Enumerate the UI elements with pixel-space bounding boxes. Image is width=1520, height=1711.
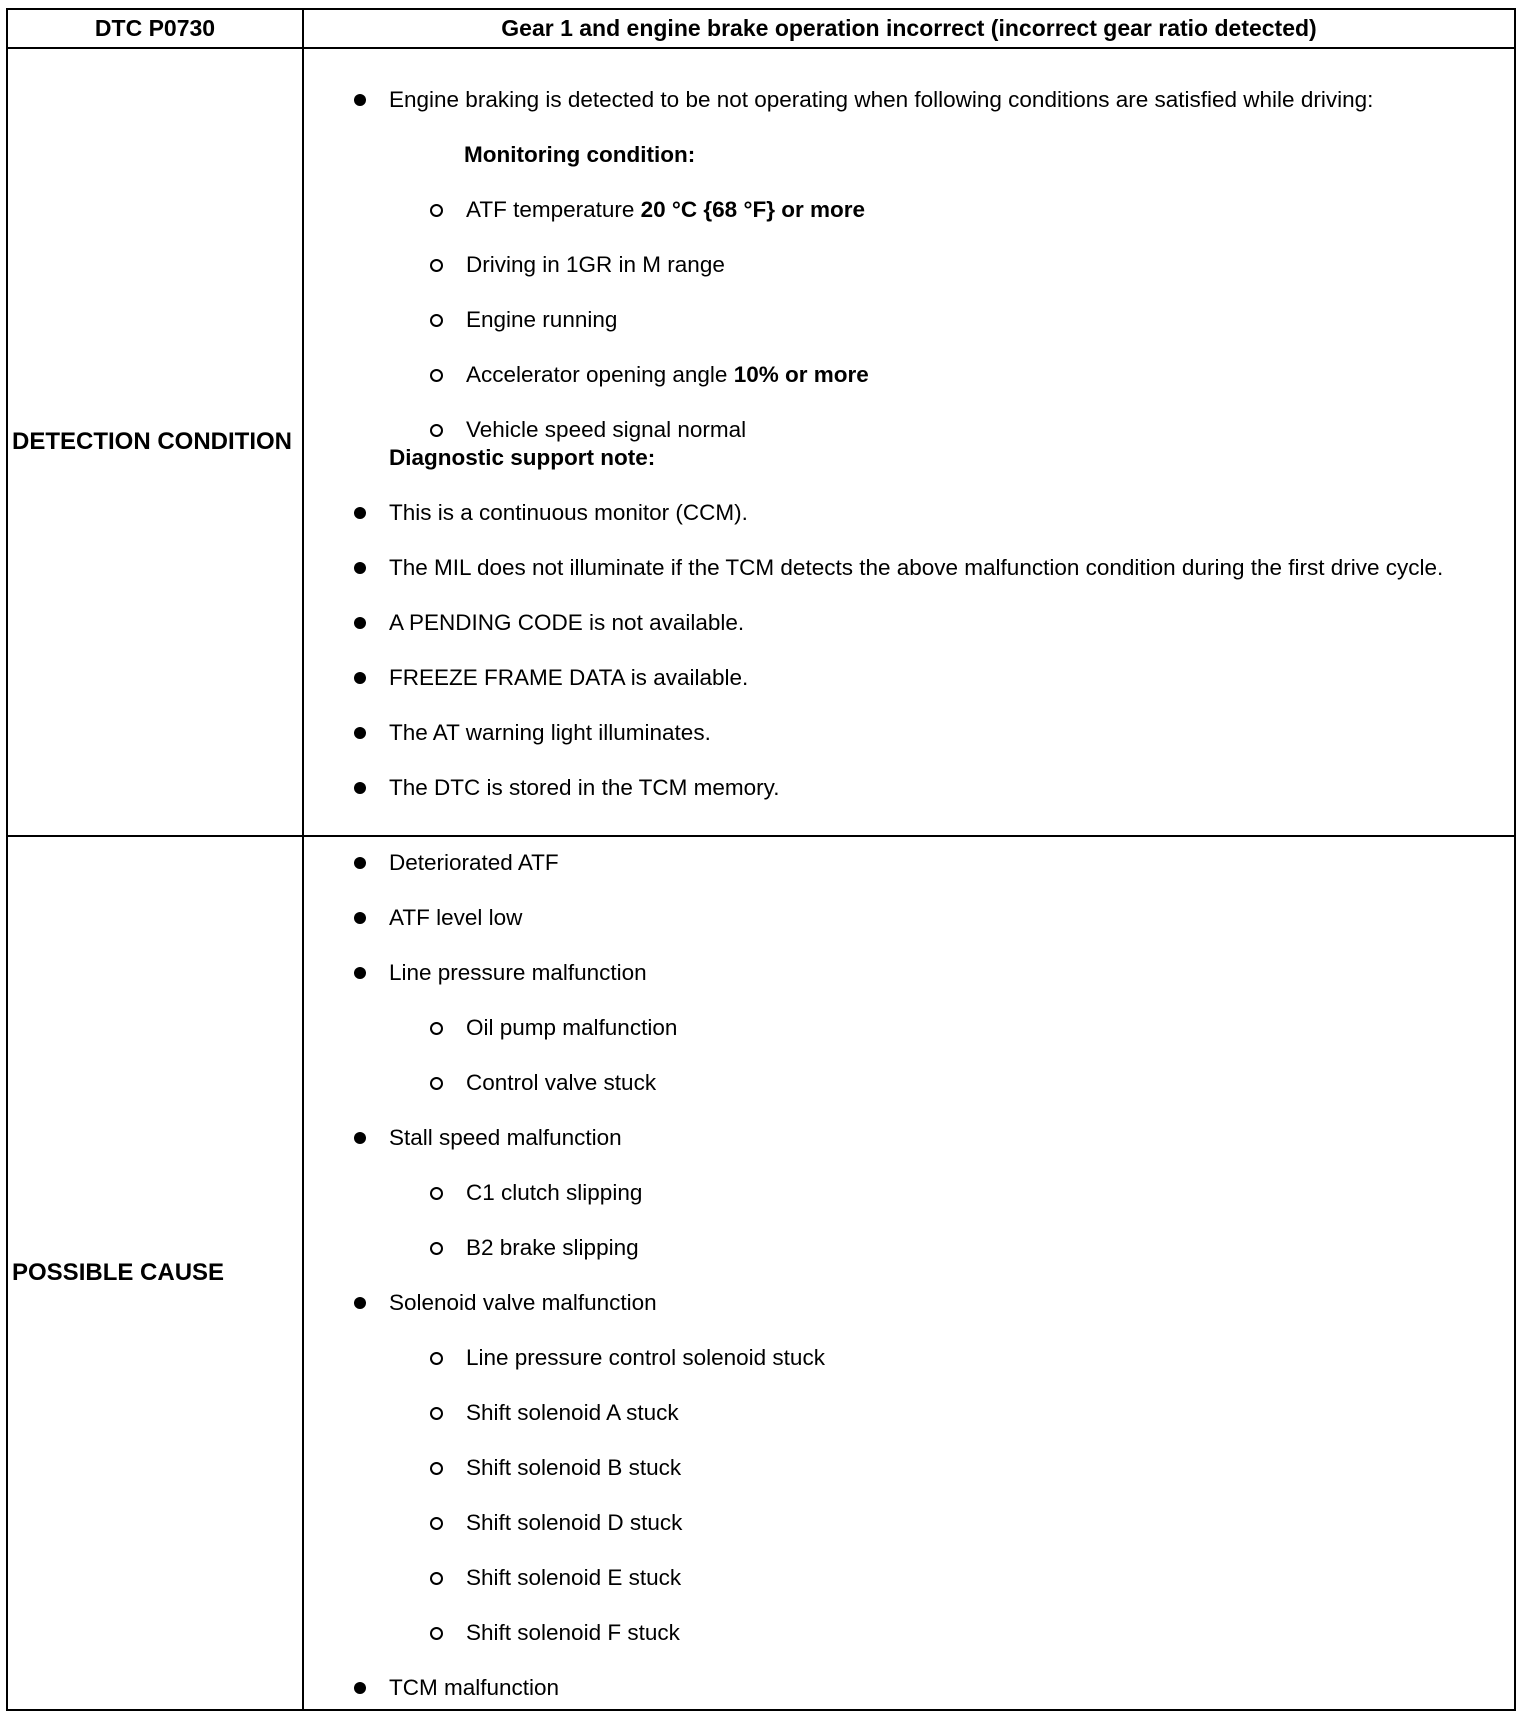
plain-text: ATF temperature [466, 197, 641, 222]
bullet-circle-icon [430, 1022, 443, 1035]
possible-cause-item [304, 1674, 1514, 1702]
possible-cause-item [304, 1509, 1514, 1537]
possible-cause-item [304, 1454, 1514, 1482]
possible-cause-row [7, 836, 1515, 1710]
possible-cause-item [304, 1179, 1514, 1207]
plain-text: The DTC is stored in the TCM memory. [389, 775, 780, 800]
detection-condition-cell [303, 48, 1515, 836]
monitoring-condition-item-text [466, 306, 1514, 334]
bullet-circle-icon [430, 1572, 443, 1585]
support-note-item-text [389, 774, 1514, 802]
plain-text: Shift solenoid B stuck [466, 1454, 682, 1480]
plain-text: FREEZE FRAME DATA is available. [389, 665, 749, 690]
possible-cause-item-text [466, 1344, 1514, 1372]
bullet-circle-icon [430, 204, 443, 217]
possible-cause-item [304, 1564, 1514, 1592]
bullet-dot-icon [354, 857, 366, 869]
possible-cause-item-text [466, 1564, 1514, 1592]
plain-text: TCM malfunction [389, 1674, 560, 1700]
possible-cause-item [304, 1069, 1514, 1097]
possible-cause-item [304, 1344, 1514, 1372]
monitoring-condition-item-text [466, 251, 1514, 279]
plain-text: The MIL does not illuminate if the TCM detects the above malfunction condition during the first drive cycle. [389, 555, 1444, 580]
monitoring-condition-list [304, 196, 1514, 444]
plain-text: Shift solenoid F stuck [466, 1619, 680, 1645]
support-note-item [304, 774, 1514, 802]
plain-text: Oil pump malfunction [466, 1014, 678, 1040]
possible-cause-item [304, 1289, 1514, 1317]
bullet-circle-icon [430, 259, 443, 272]
plain-text: Deteriorated ATF [389, 849, 559, 875]
possible-cause-list [304, 845, 1514, 1702]
support-note-item-text [389, 719, 1514, 747]
bullet-dot-icon [354, 782, 366, 794]
plain-text: Accelerator opening angle [466, 362, 734, 387]
monitoring-condition-item [304, 251, 1514, 279]
bullet-circle-icon [430, 1352, 443, 1365]
dtc-code: DTC P0730 [7, 9, 303, 48]
detection-intro: Engine braking is detected to be not operating when following conditions are satisfied while driving: [389, 87, 1374, 112]
possible-cause-item-text [466, 1234, 1514, 1262]
possible-cause-item [304, 959, 1514, 987]
monitoring-condition-item [304, 416, 1514, 444]
bullet-circle-icon [430, 1187, 443, 1200]
plain-text: Line pressure malfunction [389, 959, 647, 985]
monitoring-condition-item-text [466, 416, 1514, 444]
plain-text: B2 brake slipping [466, 1234, 639, 1260]
possible-cause-label: POSSIBLE CAUSE [7, 836, 303, 1710]
plain-text: The AT warning light illuminates. [389, 720, 711, 745]
bullet-circle-icon [430, 369, 443, 382]
possible-cause-item [304, 849, 1514, 877]
possible-cause-item-text [466, 1619, 1514, 1647]
plain-text: Shift solenoid A stuck [466, 1399, 679, 1425]
support-note-item [304, 609, 1514, 637]
support-note-list [304, 499, 1514, 802]
monitoring-condition-item-text [466, 361, 1514, 389]
bullet-circle-icon [430, 424, 443, 437]
bullet-dot-icon [354, 1682, 366, 1694]
possible-cause-item [304, 1234, 1514, 1262]
possible-cause-item-text [466, 1509, 1514, 1537]
bullet-dot-icon [354, 672, 366, 684]
possible-cause-cell [303, 836, 1515, 1710]
bullet-dot-icon [354, 912, 366, 924]
table-header-row [7, 9, 1515, 48]
possible-cause-item-text [466, 1454, 1514, 1482]
detection-condition-content [304, 82, 1514, 802]
possible-cause-item-text [389, 1674, 1514, 1702]
plain-text: Stall speed malfunction [389, 1124, 622, 1150]
support-heading: Diagnostic support note: [389, 445, 656, 470]
bullet-dot-icon [354, 1297, 366, 1309]
support-note-item-text [389, 499, 1514, 527]
bullet-circle-icon [430, 1627, 443, 1640]
support-note-item-text [389, 554, 1514, 582]
possible-cause-item-text [466, 1069, 1514, 1097]
possible-cause-item-text [389, 849, 1514, 877]
bullet-dot-icon [354, 727, 366, 739]
support-note-item-text [389, 664, 1514, 692]
plain-text: Solenoid valve malfunction [389, 1289, 657, 1315]
plain-text: Shift solenoid D stuck [466, 1509, 683, 1535]
monitoring-condition-item [304, 361, 1514, 389]
support-note-item [304, 664, 1514, 692]
plain-text: Driving in 1GR in M range [466, 252, 725, 277]
plain-text: This is a continuous monitor (CCM). [389, 500, 748, 525]
plain-text: Control valve stuck [466, 1069, 657, 1095]
bullet-dot-icon [354, 1132, 366, 1144]
bullet-circle-icon [430, 1242, 443, 1255]
possible-cause-item-text [389, 904, 1514, 932]
bold-value: 10% or more [733, 362, 869, 387]
monitoring-heading: Monitoring condition: [464, 142, 696, 167]
monitoring-heading-line [304, 141, 1514, 169]
support-note-item [304, 719, 1514, 747]
possible-cause-item [304, 1399, 1514, 1427]
possible-cause-item-text [389, 959, 1514, 987]
bullet-circle-icon [430, 1517, 443, 1530]
detection-condition-row [7, 48, 1515, 836]
possible-cause-item [304, 1124, 1514, 1152]
possible-cause-item-text [466, 1014, 1514, 1042]
possible-cause-item-text [466, 1179, 1514, 1207]
monitoring-condition-item-text [466, 196, 1514, 224]
bullet-dot-icon [354, 562, 366, 574]
bullet-dot-icon [354, 967, 366, 979]
possible-cause-item-text [389, 1124, 1514, 1152]
possible-cause-item-text [389, 1289, 1514, 1317]
plain-text: Vehicle speed signal normal [466, 417, 747, 442]
plain-text: Engine running [466, 307, 618, 332]
possible-cause-item-text [466, 1399, 1514, 1427]
possible-cause-item [304, 904, 1514, 932]
bullet-circle-icon [430, 1077, 443, 1090]
bullet-dot-icon [354, 617, 366, 629]
plain-text: Line pressure control solenoid stuck [466, 1344, 825, 1370]
dtc-title: Gear 1 and engine brake operation incorrect (incorrect gear ratio detected) [303, 9, 1515, 48]
support-heading-line [304, 444, 1514, 472]
bullet-dot-icon [354, 507, 366, 519]
support-note-item [304, 554, 1514, 582]
bullet-circle-icon [430, 314, 443, 327]
support-note-item [304, 499, 1514, 527]
bullet-circle-icon [430, 1407, 443, 1420]
plain-text: A PENDING CODE is not available. [389, 610, 745, 635]
monitoring-condition-item [304, 306, 1514, 334]
plain-text: Shift solenoid E stuck [466, 1564, 682, 1590]
plain-text: C1 clutch slipping [466, 1179, 643, 1205]
possible-cause-item [304, 1014, 1514, 1042]
possible-cause-item [304, 1619, 1514, 1647]
bullet-dot-icon [354, 94, 366, 106]
bold-value: 20 °C {68 °F} or more [640, 197, 865, 222]
monitoring-condition-item [304, 196, 1514, 224]
plain-text: ATF level low [389, 904, 523, 930]
support-note-item-text [389, 609, 1514, 637]
detection-condition-label: DETECTION CONDITION [7, 48, 303, 836]
bullet-circle-icon [430, 1462, 443, 1475]
detection-intro-item [304, 86, 1514, 114]
dtc-table [6, 8, 1516, 1711]
